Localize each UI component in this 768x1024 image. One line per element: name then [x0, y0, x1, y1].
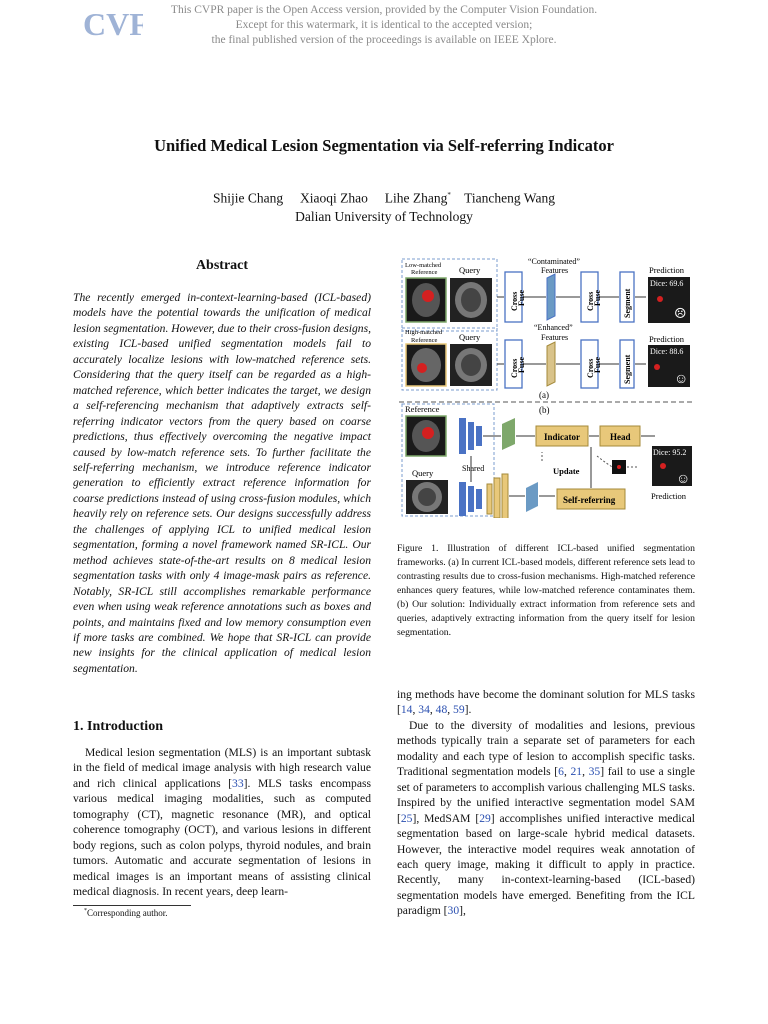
contaminated-feature-block: [547, 274, 555, 320]
citation-link[interactable]: 29: [479, 811, 491, 825]
query-label-bottom: Query: [459, 332, 481, 342]
contaminated-label-2: Features: [541, 266, 569, 275]
high-matched-label-1: High-matched: [405, 329, 443, 336]
cross-fuse-text-2: Fuse: [517, 290, 526, 306]
intro-paragraph-1-continued: ing methods have become the dominant solution for MLS tasks [14, 34, 48, 59].: [397, 688, 695, 717]
query-label-b: Query: [412, 468, 434, 478]
citation-link[interactable]: 59: [453, 703, 465, 717]
intro-paragraph-1: Medical lesion segmentation (MLS) is an important subtask in the field of medical image analysis with high research value and rich clinical applications [33]. MLS tasks encompass various medical imaging modalities, such as computed tomography (CT), magnetic resonance (MR), and optical coherence tomography (OCT), and various lesions in different body regions, such as colon polyps, thyroid nodules, and brain tumors. Automatic and accurate segmentation of lesions in medical images is an important means of assisting clinical medical diagnosis. In recent years, deep learn-: [73, 746, 372, 899]
low-matched-label-2: Reference: [411, 269, 438, 276]
watermark-line-1: This CVPR paper is the Open Access version, provided by the Computer Vision Foundation.: [170, 4, 598, 16]
prediction-label-mid: Prediction: [649, 334, 684, 344]
intro-left-column: [73, 745, 371, 900]
encoder-q-2: [468, 486, 474, 512]
enhanced-label-1: “Enhanced”: [534, 323, 573, 332]
affiliation: Dalian University of Technology: [295, 208, 473, 224]
dice-low: Dice: 69.6: [650, 279, 684, 288]
intro-right-column: [397, 687, 695, 919]
citation-link[interactable]: 25: [400, 811, 413, 825]
sad-face-icon: ☹: [674, 307, 687, 322]
figure-1-diagram: [397, 256, 697, 518]
author-names: [0, 186, 768, 208]
happy-face-icon: ☺: [674, 372, 689, 387]
low-matched-label-1: Low-matched: [405, 262, 442, 269]
panel-b-label: (b): [539, 405, 550, 415]
query-organ-inner-top: [461, 288, 481, 312]
coarse-mask-lesion: [617, 465, 621, 469]
encoder-ref-2: [468, 422, 474, 450]
query-feature-block: [526, 482, 538, 512]
author-block: [0, 186, 768, 226]
cross-fuse-text-5: Cross: [510, 358, 519, 378]
encoder-q-3: [476, 489, 482, 509]
figure-caption: Figure 1. Illustration of different ICL-based unified segmentation frameworks. (a) In current ICL-based models, different reference sets lead to contrasting results due to cross-fusion mechanisms. High-matched reference enhances query features, while low-matched reference contaminates them. (b) Our solution: Individually extract information from reference sets and queries, adaptively extracting information from the query itself for lesion segmentation.: [397, 543, 695, 638]
cross-fuse-text-1: Cross: [510, 291, 519, 311]
query-organ-inner-bottom: [461, 354, 481, 376]
head-text: Head: [610, 432, 631, 442]
dice-high: Dice: 88.6: [650, 347, 684, 356]
citation-link[interactable]: 33: [232, 776, 244, 790]
cross-fuse-text-8: Fuse: [593, 357, 602, 373]
cross-fuse-text-6: Fuse: [517, 357, 526, 373]
prediction-label-ours: Prediction: [651, 491, 686, 501]
author-2: Xiaoqi Zhao: [300, 190, 368, 206]
author-4: Tiancheng Wang: [464, 190, 555, 206]
citation-link[interactable]: 34: [418, 703, 430, 717]
high-ref-lesion: [417, 363, 427, 373]
watermark: [0, 3, 768, 48]
indicator-text: Indicator: [544, 432, 580, 442]
reference-label: Reference: [405, 404, 440, 414]
pred-lesion-ours: [660, 463, 666, 469]
segment-text-2: Segment: [623, 354, 632, 384]
intro-paragraph-2: Due to the diversity of modalities and lesions, previous methods typically train a separate set of parameters for each modality and each type of lesion to accomplish specific tasks. Traditional segmentation models [6, 21, 35] fail to use a single set of parameters to accomplish various challenging MLS tasks. Inspired by the unified interactive segmentation model SAM [25], MedSAM [29] accomplishes unified interactive medical segmentation based on large-scale hybrid medical datasets. However, the interactive model requires weak annotation of each query image, making it difficult to apply in practice. Recently, many in-context-learning-based (ICL-based) segmentation models have emerged. Benefiting from the ICL paradigm [30],: [397, 718, 695, 918]
citation-link[interactable]: 35: [588, 765, 601, 779]
footnote: *Corresponding author.: [84, 908, 168, 918]
cross-fuse-text-3: Cross: [586, 291, 595, 311]
abstract-text: The recently emerged in-context-learning-based (ICL-based) models have the potential towards the unification of medical lesion segmentation. However, due to their cross-fusion designs, existing ICL-based unified segmentation models fail to accurately localize lesions with low-matched reference sets. Considering that the query itself can be regarded as a high-matched reference, which better indicates the target, we design a self-referencing mechanism that adaptively extracts self-referring indicator vectors from the query based on coarse predictions, thus effectively overcoming the negative impact caused by low-match reference sets. To further facilitate the self-referring mechanism, we introduce reference indicator generation to efficiently extract reference information for coarse predictions instead of using cross-fusion modules, which heavily rely on reference sets. Our designs successfully address the challenges of applying ICL to unified medical lesion segmentation, forming a novel framework named SR-ICL. Our method achieves state-of-the-art results on 8 medical lesion segmentation tasks with only 4 image-mask pairs as reference. Notably, SR-ICL still accomplishes remarkable performance even when using weak reference annotations such as boxes and points, and maintains fixed and low memory consumption even if more tasks are combined. We hope that SR-ICL can provide new insights for the clinical application of medical lesion segmentation.: [73, 291, 371, 675]
abstract-heading: Abstract: [195, 258, 249, 273]
citation-link[interactable]: 48: [435, 703, 448, 717]
update-text: Update: [553, 466, 580, 476]
citation-link[interactable]: 6: [558, 765, 564, 779]
author-3: Lihe Zhang: [384, 190, 448, 206]
cross-fuse-text-4: Fuse: [593, 290, 602, 306]
prediction-label-top: Prediction: [649, 265, 684, 275]
pred-lesion-high: [654, 364, 660, 370]
cross-fuse-text-7: Cross: [586, 358, 595, 378]
encoder-ref-1: [459, 418, 466, 454]
happy-face-icon-ours: ☺: [676, 472, 691, 487]
decoder-q-3: [502, 474, 508, 518]
citation-link[interactable]: 21: [570, 765, 583, 779]
watermark-line-2: Except for this watermark, it is identical to the accepted version;: [235, 19, 533, 31]
enhanced-feature-block: [547, 342, 555, 386]
pred-lesion-low: [657, 296, 663, 302]
citation-link[interactable]: 30: [447, 904, 460, 918]
decoder-q-1: [487, 484, 492, 514]
cvf-logo-text: CVF: [83, 6, 143, 41]
citation-link[interactable]: 14: [400, 703, 413, 717]
dice-ours: Dice: 95.2: [653, 448, 687, 457]
ref-feature-block: [502, 418, 515, 450]
encoder-ref-3: [476, 426, 482, 446]
panel-a-label: (a): [539, 390, 549, 400]
segment-text-1: Segment: [623, 288, 632, 318]
decoder-q-2: [494, 478, 500, 518]
high-matched-label-2: Reference: [411, 337, 438, 344]
contaminated-label-1: “Contaminated”: [528, 257, 580, 266]
low-ref-lesion: [422, 290, 434, 302]
corresponding-mark: *: [447, 191, 451, 199]
query-label-top: Query: [459, 265, 481, 275]
footnote-rule: [73, 905, 191, 906]
reference-lesion: [422, 427, 434, 439]
author-1: Shijie Chang: [213, 190, 284, 206]
intro-heading: 1. Introduction: [73, 719, 163, 734]
watermark-line-3: the final published version of the proceedings is available on IEEE Xplore.: [211, 34, 557, 46]
self-referring-text: Self-referring: [563, 495, 616, 505]
paper-title: Unified Medical Lesion Segmentation via Self-referring Indicator: [154, 136, 614, 155]
query-organ-inner-b: [418, 488, 436, 506]
enhanced-label-2: Features: [541, 333, 569, 342]
figure-1: [397, 256, 697, 518]
shared-label: Shared: [462, 464, 485, 473]
encoder-q-1: [459, 482, 466, 516]
